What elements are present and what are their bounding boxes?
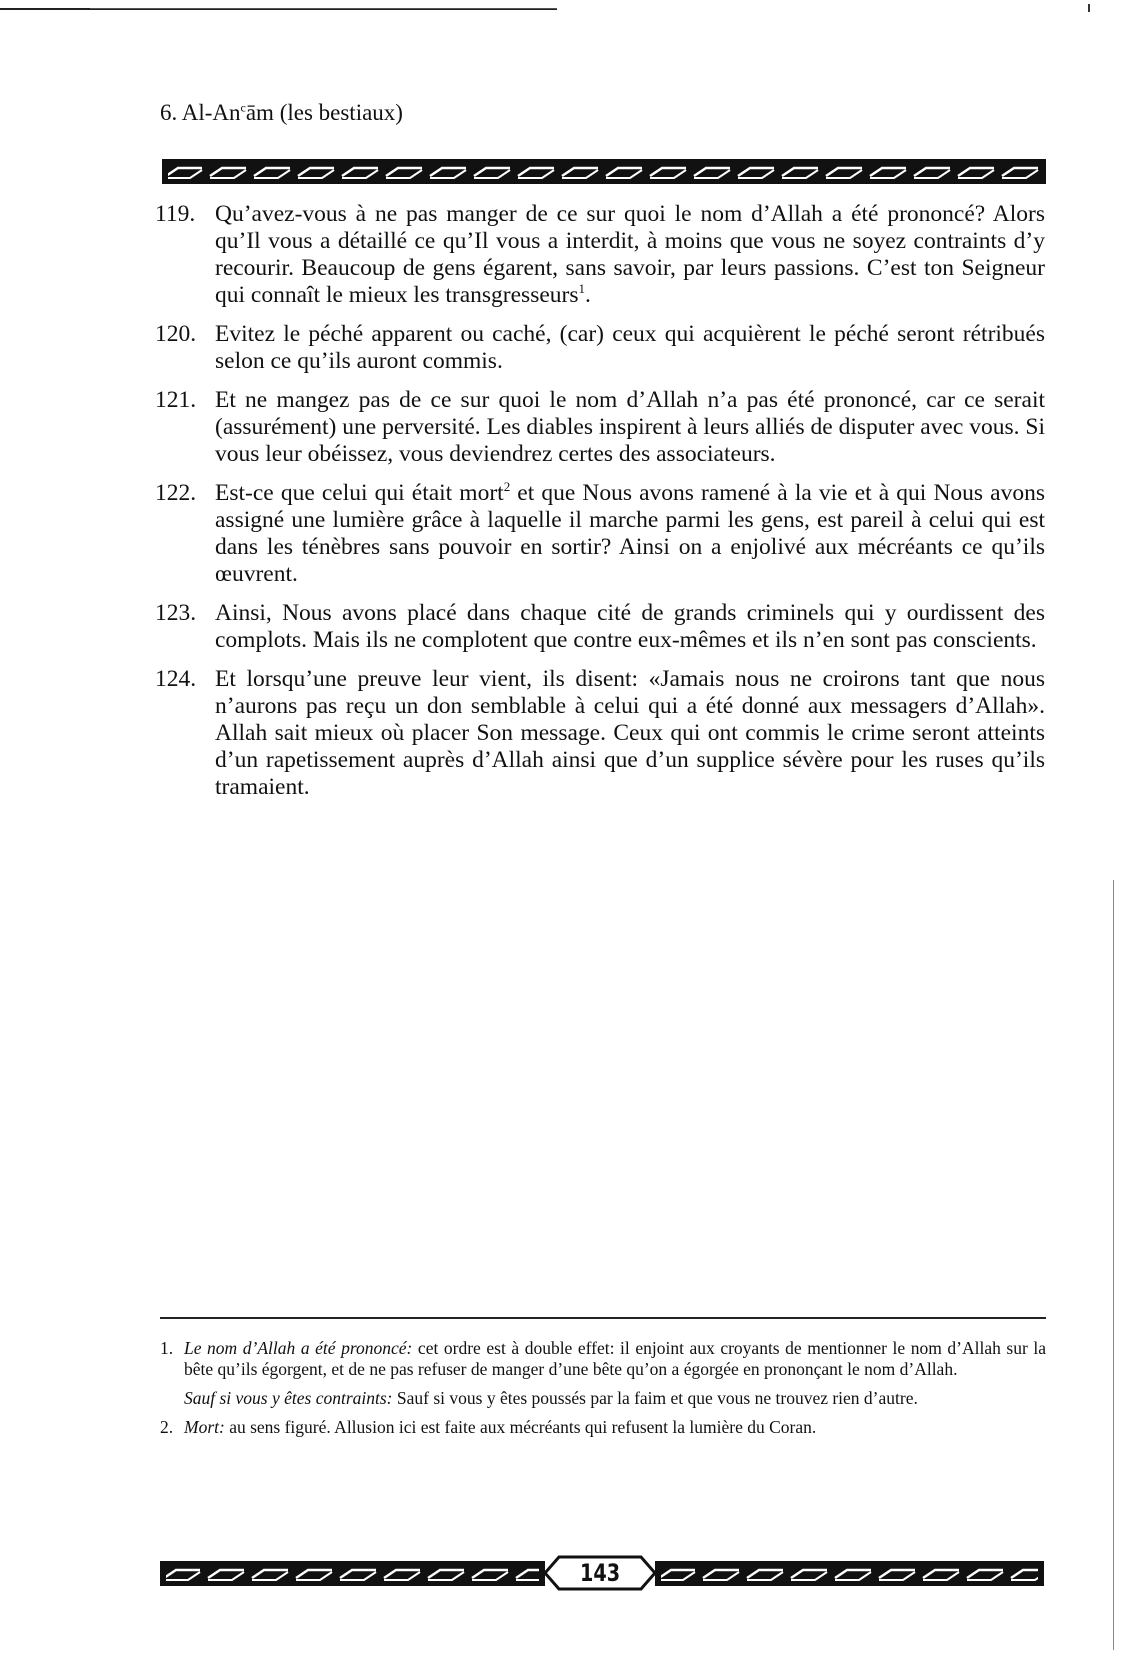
footnote-1: [160, 1338, 1046, 1380]
footnote-1-sub: [160, 1388, 1046, 1409]
page-number-cartouche: [545, 1553, 655, 1593]
verse-124: [155, 666, 1045, 801]
footnote-ref: 2: [503, 479, 511, 495]
footnote-term: Mort:: [184, 1417, 225, 1437]
verse-121: [155, 387, 1045, 468]
verse-text: Evitez le péché apparent ou caché, (car) ceux qui acquièrent le péché seront rétribués selon ce qu’ils auront commis.: [215, 321, 1045, 374]
verse-number: 122.: [155, 480, 197, 506]
verse-text: Et lorsqu’une preuve leur vient, ils disent: «Jamais nous ne croirons tant que nous n’aurons pas reçu un don semblable à celui qui a été donné aux messagers d’Allah». Allah sait mieux où placer Son message. Ceux qui ont commis le crime seront atteints d’un rapetissement auprès d’Allah ainsi que d’un supplice sévère pour les ruses qu’ils tramaient.: [215, 666, 1045, 800]
page-number: 143: [579, 1559, 621, 1587]
verse-number: 120.: [155, 321, 197, 347]
verse-text: Et ne mangez pas de ce sur quoi le nom d’Allah n’a pas été prononcé, car ce serait (assurément) une perversité. Les diables inspirent à leurs alliés de disputer avec vous. Si vous leur obéissez, vous deviendrez certes des associateurs.: [215, 387, 1045, 467]
footnote-text: Sauf si vous y êtes poussés par la faim et que vous ne trouvez rien d’autre.: [392, 1388, 918, 1408]
scan-top-line-thin: [90, 8, 557, 9]
footnote-text: cet ordre est à double effet: il enjoint aux croyants de mentionner le nom d’Allah sur la bête qu’ils égorgent, et de ne pas refuser de manger d’une bête qu’on a égorgée en prononçant le nom d’Allah.: [184, 1338, 1046, 1379]
scan-edge-line: [1113, 880, 1114, 1650]
verse-number: 123.: [155, 600, 197, 626]
ayn-mark: c: [240, 100, 246, 115]
ornament-pattern: [160, 1561, 545, 1586]
verse-text: Est-ce que celui qui était mort: [215, 480, 504, 506]
surah-title: Al-An$^c$ām (les bestiaux): [181, 100, 403, 125]
ornamental-band-bottom-left: [160, 1561, 545, 1586]
verse-120: [155, 321, 1045, 375]
footnote-ref: 1: [578, 281, 586, 297]
footnote-number: 2.: [160, 1417, 174, 1437]
surah-number: 6.: [160, 100, 178, 125]
footnote-term: Sauf si vous y êtes contraints:: [184, 1388, 393, 1408]
ornament-pattern: [655, 1561, 1044, 1586]
footnote-term: Le nom d’Allah a été prononcé:: [184, 1338, 413, 1358]
footnote-2: [160, 1417, 1046, 1438]
running-header: [160, 100, 403, 126]
verse-text: Ainsi, Nous avons placé dans chaque cité de grands criminels qui y ourdissent des complots. Mais ils ne complotent que contre eux-mêmes et ils n’en sont pas conscients.: [215, 600, 1045, 653]
footnote-number: 1.: [160, 1338, 174, 1358]
footnote-divider: [160, 1317, 1046, 1319]
verse-number: 124.: [155, 666, 197, 692]
ornament-pattern: [162, 159, 1046, 184]
verse-list: [155, 201, 1045, 813]
footnote-text: au sens figuré. Allusion ici est faite aux mécréants qui refusent la lumière du Coran.: [224, 1417, 817, 1437]
verse-text: Qu’avez-vous à ne pas manger de ce sur quoi le nom d’Allah a été prononcé? Alors qu’Il vous a détaillé ce qu’Il vous a interdit, à moins que vous ne soyez contraints d’y recourir. Beaucoup de gens égarent, sans savoir, par leurs passions. C’est ton Seigneur qui connaît le mieux les transgresseurs: [215, 201, 1045, 308]
scan-mark: [1088, 4, 1090, 12]
footnotes: [160, 1338, 1046, 1446]
verse-119: 119. Qu’avez-vous à ne pas manger de ce sur quoi le nom d’Allah a été prononcé? Alors qu’Il vous a détaillé ce qu’Il vous a interdit, à moins que vous ne soyez contraints d’y recourir. Beaucoup de gens égarent, sans savoir, par leurs passions. C’est ton Seigneur qui connaît le mieux les transgresseurs$^1$.: [155, 201, 1045, 308]
verse-number: 121.: [155, 387, 197, 413]
verse-122: 122. Est-ce que celui qui était mort$^2$ et que Nous avons ramené à la vie et à qui Nous avons assigné une lumière grâce à laquelle il marche parmi les gens, est pareil à celui qui est dans les ténèbres sans pouvoir en sortir? Ainsi on a enjolivé aux mécréants ce qu’ils œuvrent.: [155, 479, 1045, 587]
verse-123: [155, 600, 1045, 654]
verse-number: 119.: [155, 201, 196, 227]
ornamental-band-bottom-right: [655, 1561, 1044, 1586]
ornamental-band-top: [162, 159, 1046, 184]
